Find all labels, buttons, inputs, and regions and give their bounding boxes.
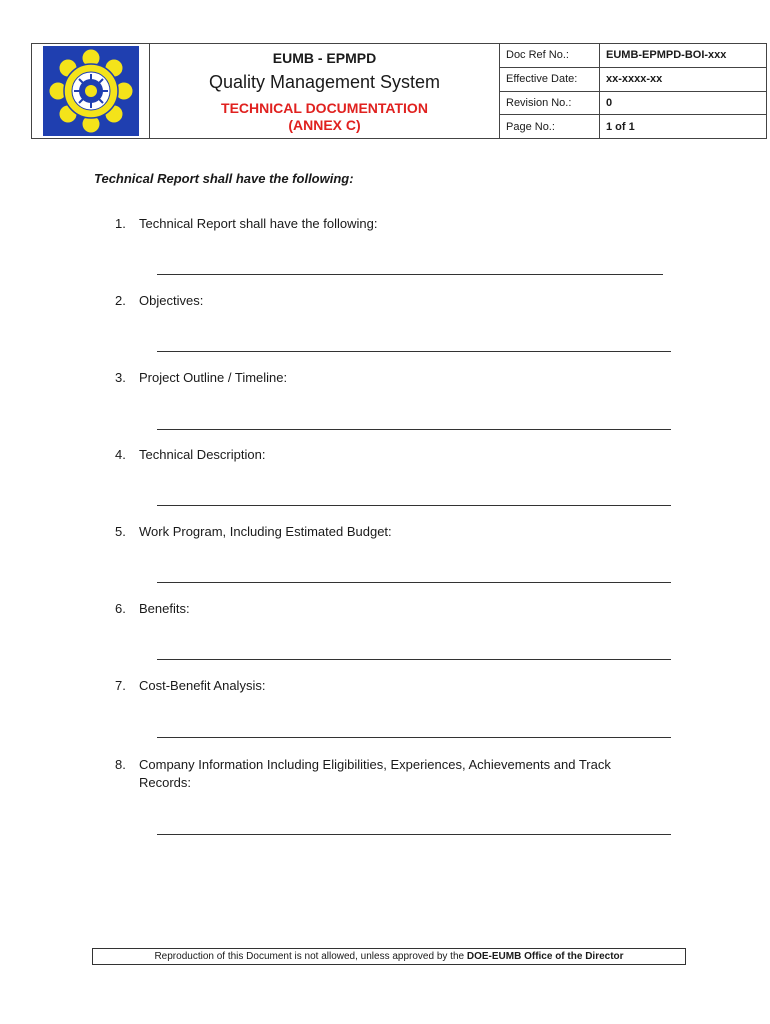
item-number: 1. <box>115 216 126 231</box>
fill-in-line[interactable] <box>157 429 671 430</box>
list-item <box>115 677 675 695</box>
org-name: EUMB - EPMPD <box>272 50 377 66</box>
list-item <box>115 215 675 233</box>
list-item <box>115 369 675 387</box>
document-meta-table <box>500 44 766 138</box>
document-header <box>31 43 767 139</box>
list-item <box>115 600 675 618</box>
meta-value: 1 of 1 <box>606 120 635 133</box>
item-text: Work Program, Including Estimated Budget: <box>139 524 392 539</box>
fill-in-line[interactable] <box>157 737 671 738</box>
item-number: 8. <box>115 757 126 772</box>
fill-in-line[interactable] <box>157 659 671 660</box>
item-number: 6. <box>115 601 126 616</box>
title-cell <box>150 44 500 138</box>
item-number: 4. <box>115 447 126 462</box>
item-text: Technical Description: <box>139 447 266 462</box>
list-item <box>115 756 655 792</box>
meta-label: Doc Ref No.: <box>500 44 600 67</box>
meta-row-page <box>500 115 766 138</box>
logo-cell <box>32 44 150 138</box>
item-text: Cost-Benefit Analysis: <box>139 678 266 693</box>
fill-in-line[interactable] <box>157 834 671 835</box>
list-item <box>115 523 675 541</box>
document-title <box>150 100 499 134</box>
item-text: Technical Report shall have the following: <box>139 216 378 231</box>
system-name: Quality Management System <box>208 72 441 92</box>
item-text: Objectives: <box>139 293 204 308</box>
meta-row-effective-date <box>500 68 766 92</box>
meta-value: xx-xxxx-xx <box>606 73 663 86</box>
fill-in-line[interactable] <box>157 505 671 506</box>
document-title-line1: TECHNICAL DOCUMENTATION <box>221 100 428 116</box>
item-number: 3. <box>115 370 126 385</box>
list-item <box>115 446 675 464</box>
doe-seal-icon <box>43 46 139 136</box>
meta-label: Revision No.: <box>500 92 600 115</box>
meta-row-revision <box>500 92 766 116</box>
intro-heading: Technical Report shall have the following: <box>94 171 354 186</box>
footer-office: DOE-EUMB Office of the Director <box>466 951 624 962</box>
item-text: Company Information Including Eligibilities, Experiences, Achievements and Track Records: <box>139 757 611 790</box>
document-title-line2: (ANNEX C) <box>288 117 361 133</box>
fill-in-line[interactable] <box>157 351 671 352</box>
meta-label: Effective Date: <box>500 68 600 91</box>
list-item <box>115 292 675 310</box>
fill-in-line[interactable] <box>157 582 671 583</box>
meta-value: 0 <box>606 96 613 109</box>
meta-row-doc-ref <box>500 44 766 68</box>
item-number: 2. <box>115 293 126 308</box>
footer-text: Reproduction of this Document is not allowed, unless approved by the <box>154 951 467 962</box>
footer-notice <box>92 948 686 965</box>
meta-label: Page No.: <box>500 115 600 138</box>
fill-in-line[interactable] <box>157 274 663 275</box>
item-text: Project Outline / Timeline: <box>139 370 288 385</box>
item-number: 5. <box>115 524 126 539</box>
item-number: 7. <box>115 678 126 693</box>
meta-value: EUMB-EPMPD-BOI-xxx <box>606 49 727 62</box>
item-text: Benefits: <box>139 601 190 616</box>
